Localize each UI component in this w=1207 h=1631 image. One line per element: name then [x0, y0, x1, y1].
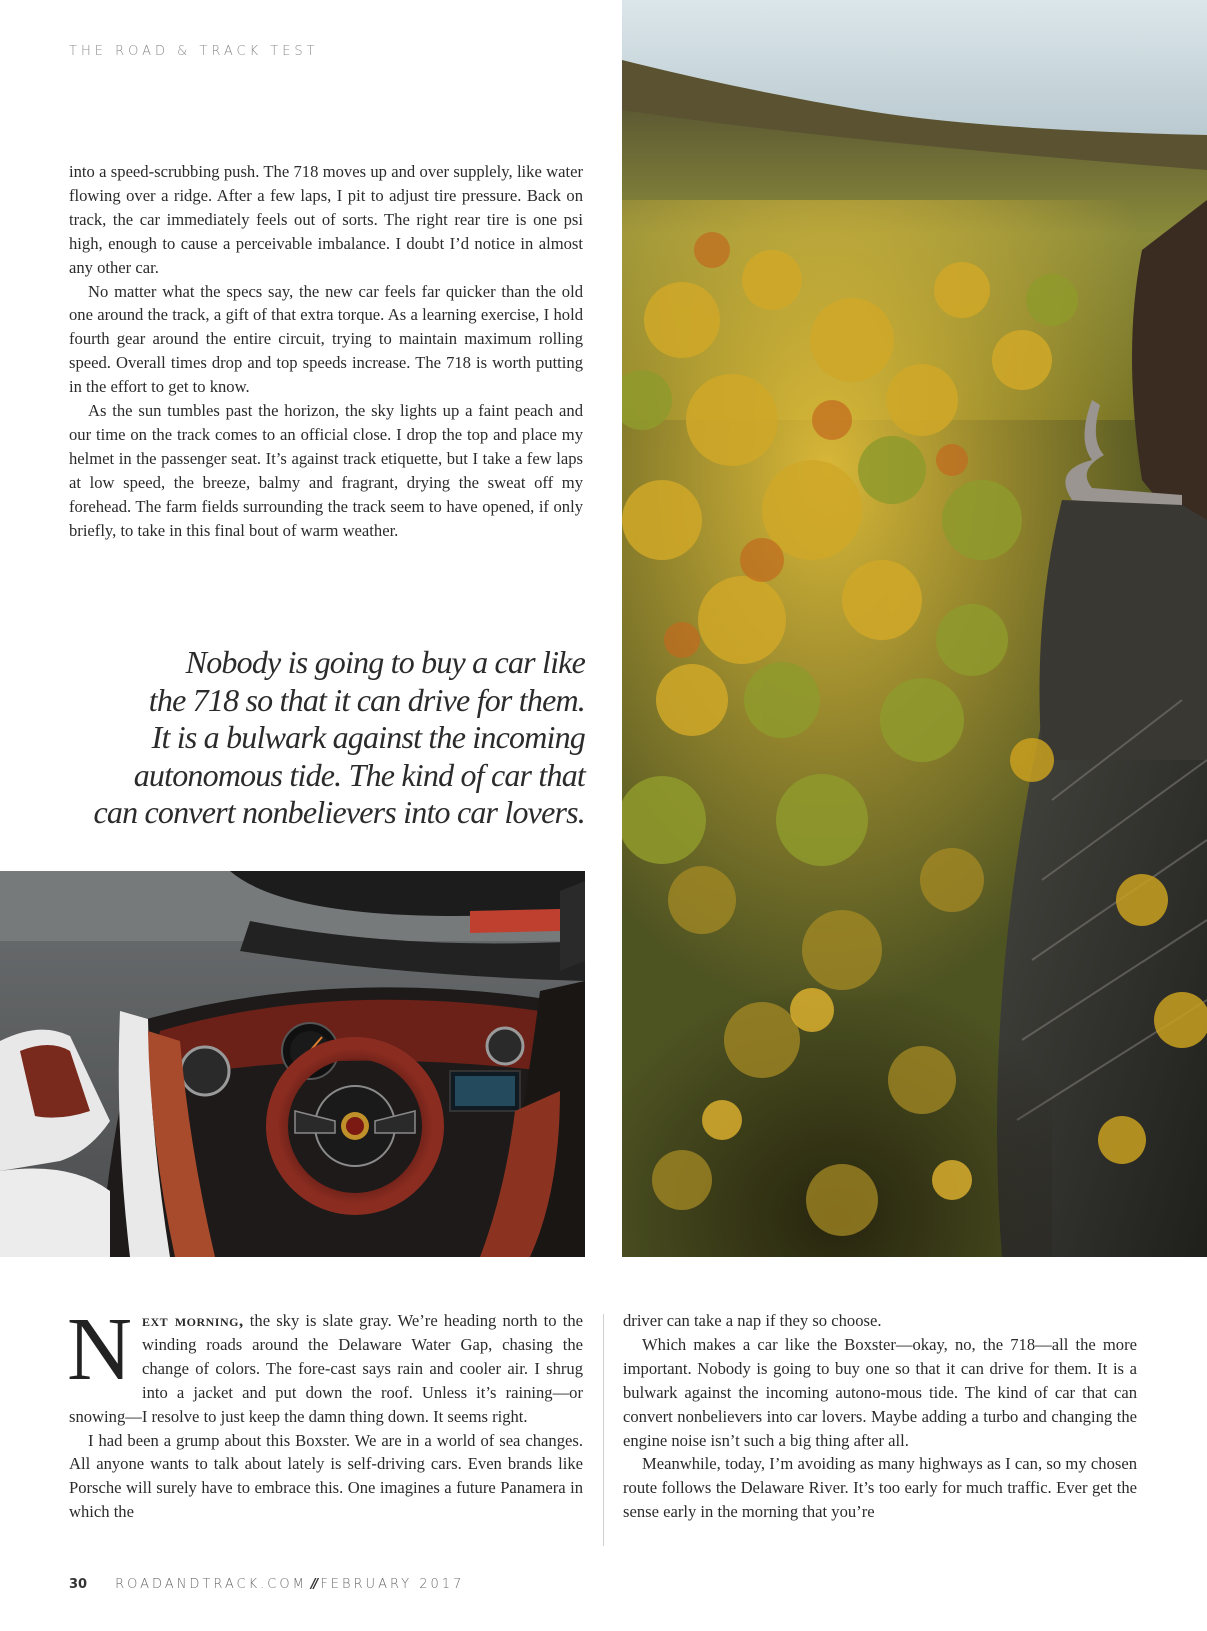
opening-paragraph [67, 1300, 584, 1429]
section-label: THE ROAD & TRACK TEST [69, 44, 319, 59]
bottom-right-text-column [623, 1309, 1137, 1524]
pull-quote-line: It is a bulwark against the incoming [151, 719, 585, 755]
drop-cap: N [67, 1300, 132, 1399]
page-footer [69, 1577, 464, 1592]
issue-date: FEBRUARY 2017 [320, 1577, 465, 1592]
column-divider [603, 1314, 604, 1546]
top-text-column [69, 160, 583, 543]
paragraph: Which makes a car like the Boxster—okay, no, the 718—all the more important. Nobody is going to buy one so that it can drive for them. It is a bulwark against the incoming autono-mous tide. The kind of car that can convert nonbelievers into car lovers. Maybe adding a turbo and changing the engine noise isn’t such a big thing after all. [623, 1334, 1137, 1450]
car-interior-photo [0, 871, 585, 1257]
pull-quote [60, 644, 585, 832]
paragraph: As the sun tumbles past the horizon, the sky lights up a faint peach and our time on the track comes to an official close. I drop the top and place my helmet in the passenger seat. It’s against track etiquette, but I take a few laps at low speed, the breeze, balmy and fragrant, drying the sweat off my forehead. The farm fields surrounding the track seem to have opened, if only briefly, to take in this final bout of warm weather. [69, 401, 583, 540]
pull-quote-line: Nobody is going to buy a car like [185, 644, 585, 680]
lead-in: ext morning, [142, 1311, 244, 1330]
landscape-photo [622, 0, 1207, 1257]
paragraph: I had been a grump about this Boxster. We are in a world of sea changes. All anyone wants to talk about lately is self-driving cars. Even brands like Porsche will surely have to embrace this. One imagines a future Panamera in which the [69, 1430, 583, 1522]
paragraph: driver can take a nap if they so choose. [623, 1311, 882, 1330]
page-number: 30 [69, 1577, 88, 1592]
paragraph: into a speed-scrubbing push. The 718 moves up and over supplely, like water flowing over a ridge. After a few laps, I pit to adjust tire pressure. Back on track, the car immediately feels out of sorts. The right rear tire is one psi high, enough to cause a perceivable imbalance. I doubt I’d notice in almost any other car. [69, 162, 583, 277]
site-url: ROADANDTRACK.COM [115, 1577, 307, 1592]
paragraph-text: the sky is slate gray. We’re heading north to the winding roads around the Delaware Water Gap, chasing the change of colors. The fore-cast says rain and cooler air. I shrug into a jacket and put down the roof. Unless it’s raining—or snowing—I resolve to just keep the damn thing down. It seems right. [69, 1311, 584, 1426]
bottom-left-text-column [67, 1300, 584, 1524]
pull-quote-line: autonomous tide. The kind of car that [133, 756, 585, 793]
pull-quote-line: the 718 so that it can drive for them. [148, 681, 585, 718]
footer-separator: // [310, 1577, 317, 1592]
pull-quote-line: can convert nonbelievers into car lovers. [93, 794, 585, 830]
paragraph: No matter what the specs say, the new car feels far quicker than the old one around the track, a gift of that extra torque. As a learning exercise, I hold fourth gear around the entire circuit, trying to maintain maximum rolling speed. Overall times drop and top speeds increase. The 718 is worth putting in the effort to get to know. [69, 281, 583, 397]
paragraph: Meanwhile, today, I’m avoiding as many highways as I can, so my chosen route follows the Delaware River. It’s too early for much traffic. Ever get the sense early in the morning that you’re [623, 1454, 1137, 1522]
